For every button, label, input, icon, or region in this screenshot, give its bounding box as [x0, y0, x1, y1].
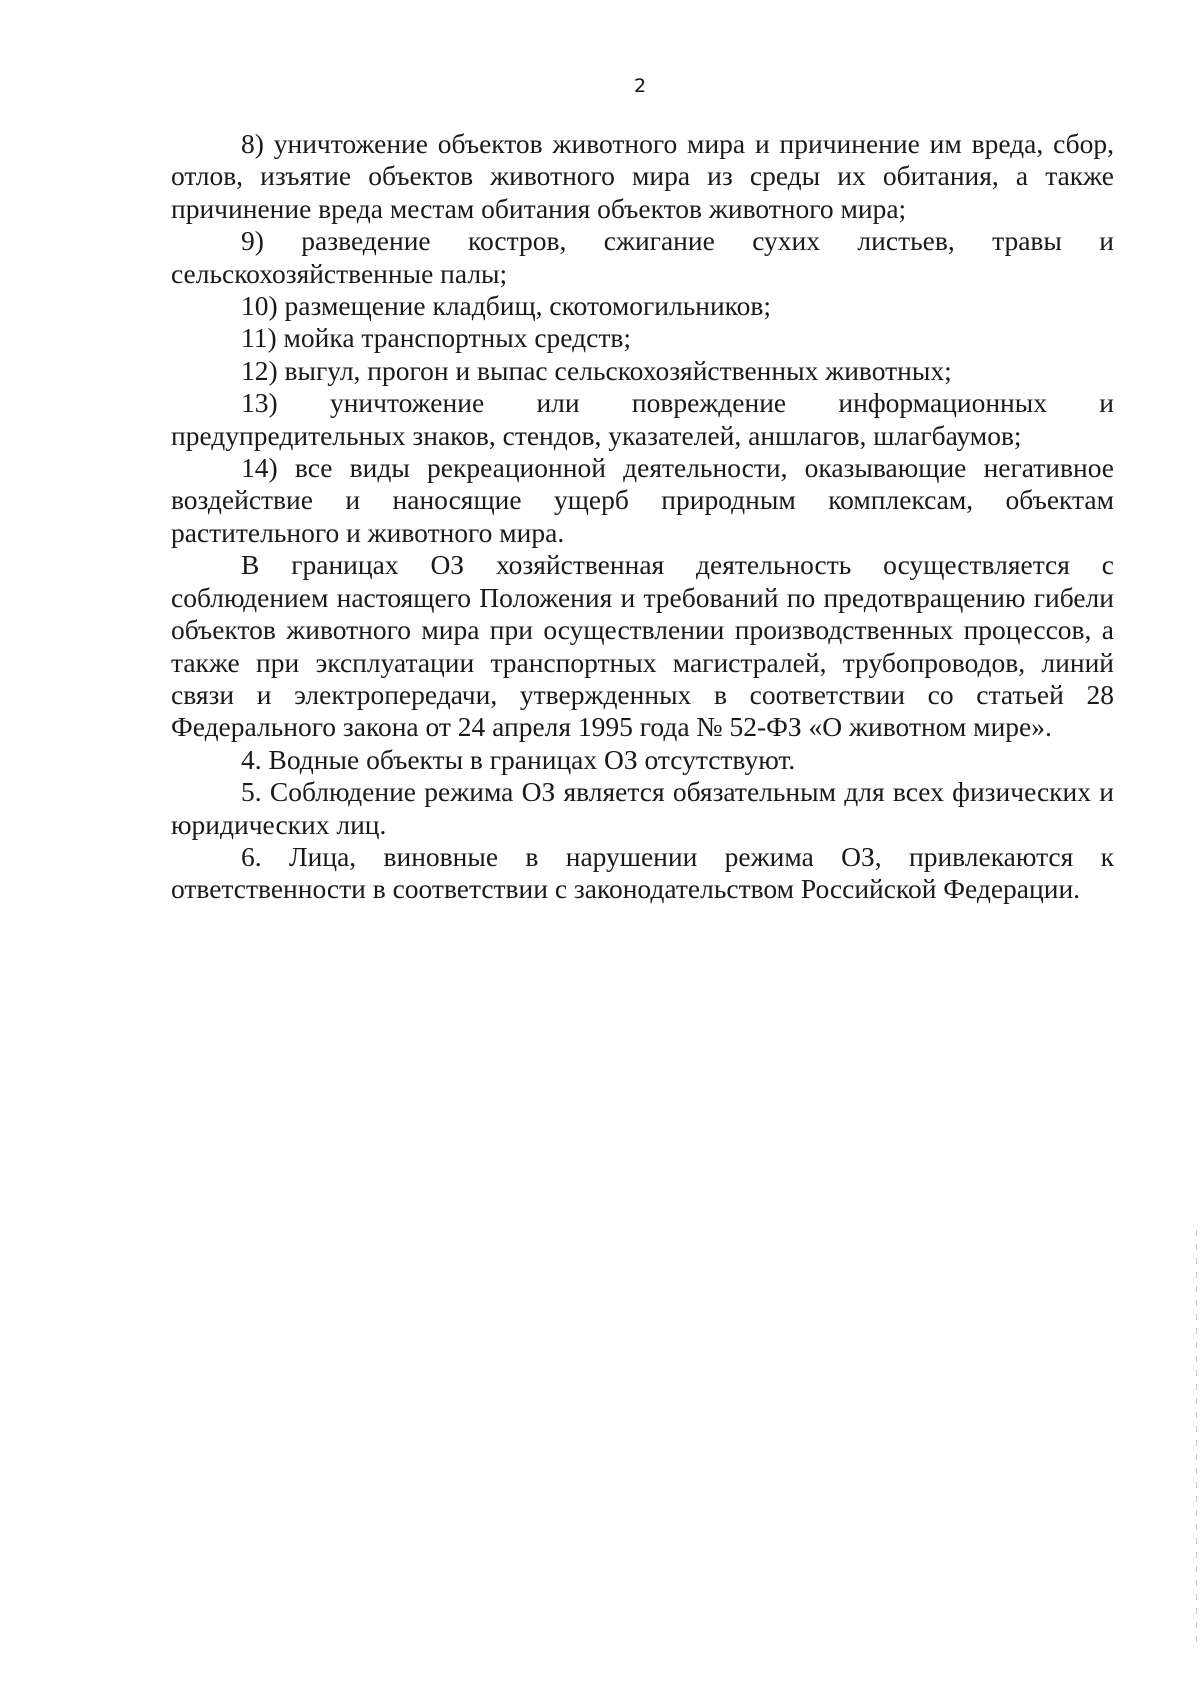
- clause-6: 6. Лица, виновные в нарушении режима ОЗ, привлекаются к ответственности в соответствии с законодательством Российской Федерации.: [171, 840, 1114, 905]
- list-item-14: 14) все виды рекреационной деятельности, оказывающие негативное воздействие и наносящие ущерб природным комплексам, объектам растительного и животного мира.: [171, 452, 1114, 548]
- list-item-8: 8) уничтожение объектов животного мира и причинение им вреда, сбор, отлов, изъятие объектов животного мира из среды их обитания, а также причинение вреда местам обитания объектов животного мира;: [171, 128, 1114, 224]
- document-body: [171, 128, 1114, 906]
- list-item-13: 13) уничтожение или повреждение информационных и предупредительных знаков, стендов, указателей, аншлагов, шлагбаумов;: [171, 387, 1114, 451]
- clause-4: 4. Водные объекты в границах ОЗ отсутствуют.: [241, 743, 796, 775]
- clause-5: 5. Соблюдение режима ОЗ является обязательным для всех физических и юридических лиц.: [171, 776, 1114, 840]
- list-item-10: 10) размещение кладбищ, скотомогильников;: [241, 290, 772, 322]
- scan-edge-mark: [1196, 1230, 1197, 1650]
- paragraph-economic-activity: В границах ОЗ хозяйственная деятельность осуществляется с соблюдением настоящего Положения и требований по предотвращению гибели объектов животного мира при осуществлении производственных процессов, а также при эксплуатации транспортных магистралей, трубопроводов, линий связи и электропередачи, утвержденных в соответствии со статьей 28 Федерального закона от 24 апреля 1995 года № 52-ФЗ «О животном мире».: [171, 549, 1114, 743]
- list-item-9: 9) разведение костров, сжигание сухих листьев, травы и сельскохозяйственные палы;: [171, 225, 1114, 289]
- page-number: 2: [633, 75, 647, 97]
- list-item-11: 11) мойка транспортных средств;: [241, 322, 631, 354]
- list-item-12: 12) выгул, прогон и выпас сельскохозяйственных животных;: [241, 354, 952, 386]
